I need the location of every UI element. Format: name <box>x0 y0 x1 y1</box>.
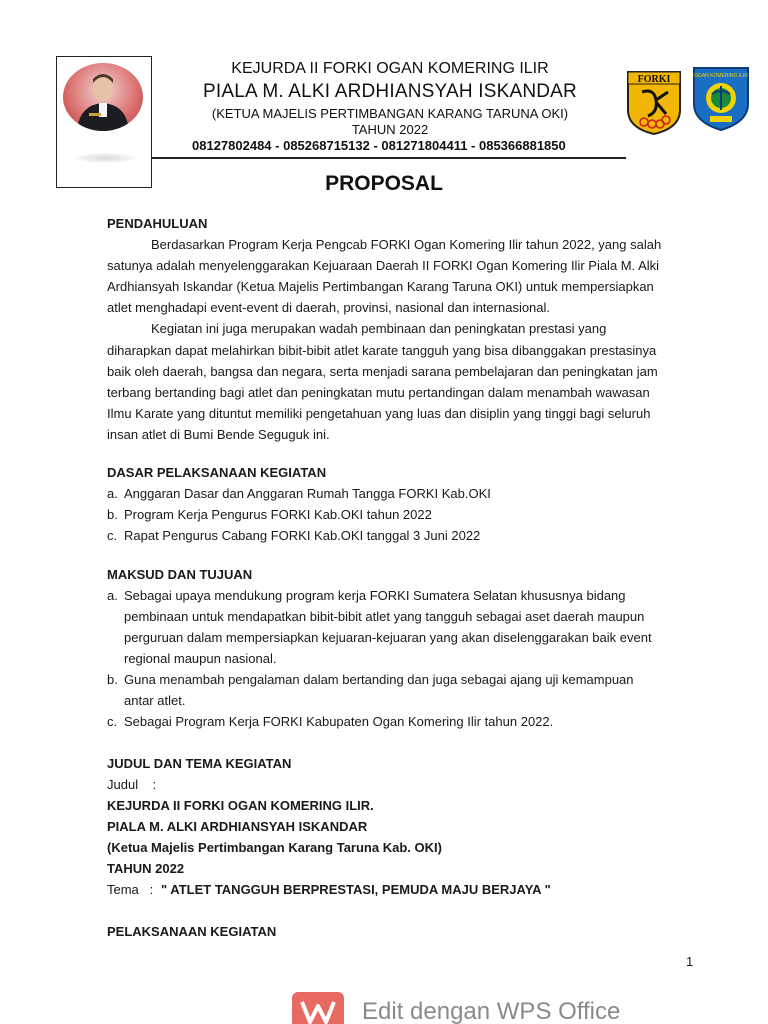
list-item: Rapat Pengurus Cabang FORKI Kab.OKI tanggal 3 Juni 2022 <box>124 528 481 543</box>
profile-photo <box>63 63 143 131</box>
wps-logo-icon <box>292 992 344 1024</box>
tema-label: Tema : <box>107 882 154 897</box>
judul-line: PIALA M. ALKI ARDHIANSYAH ISKANDAR <box>107 819 368 834</box>
paragraph-line: Kegiatan ini juga merupakan wadah pembinaan dan peningkatan prestasi yang <box>151 321 607 336</box>
document-title: PROPOSAL <box>325 172 443 195</box>
oki-regency-logo <box>690 64 752 132</box>
header-line-2: PIALA M. ALKI ARDHIANSYAH ISKANDAR <box>203 81 577 102</box>
list-item-line: regional maupun nasional. <box>124 651 277 666</box>
paragraph-line: diharapkan dapat melahirkan bibit-bibit atlet karate tangguh yang bisa dibanggakan prestasinya <box>107 343 657 358</box>
list-marker: a. <box>107 588 118 603</box>
paragraph-line: Ilmu Karate yang dituntut memiliki pengetahuan yang luas dan disiplin yang tinggi bagi seluruh <box>107 406 651 421</box>
header-line-3: (KETUA MAJELIS PERTIMBANGAN KARANG TARUNA OKI) <box>211 106 569 121</box>
section-heading-judul: JUDUL DAN TEMA KEGIATAN <box>107 756 292 771</box>
section-heading-maksud: MAKSUD DAN TUJUAN <box>107 567 253 582</box>
paragraph-line: insan atlet di Bumi Bende Seguguk ini. <box>107 427 330 442</box>
list-item: Program Kerja Pengurus FORKI Kab.OKI tahun 2022 <box>124 507 432 522</box>
judul-line: (Ketua Majelis Pertimbangan Karang Taruna Kab. OKI) <box>107 840 442 855</box>
paragraph-line: atlet menghadapi event-event di daerah, provinsi, nasional dan internasional. <box>107 300 551 315</box>
tema-value: " ATLET TANGGUH BERPRESTASI, PEMUDA MAJU BERJAYA " <box>161 882 551 897</box>
paragraph-line: baik oleh daerah, bangsa dan negara, serta menjadi sarana pembelajaran dan peningkatan jam <box>107 364 658 379</box>
section-heading-pelaksanaan: PELAKSANAAN KEGIATAN <box>107 924 277 939</box>
paragraph-line: satunya adalah menyelenggarakan Kejuaraan Daerah II FORKI Ogan Komering Ilir Piala M. Alki <box>107 258 660 273</box>
paragraph-line: Ardhiansyah Iskandar (Ketua Majelis Pertimbangan Karang Taruna OKI) untuk mempersiapkan <box>107 279 654 294</box>
page-number: 1 <box>686 954 694 969</box>
list-item-line: antar atlet. <box>124 693 186 708</box>
photo-shadow <box>75 153 135 163</box>
list-marker: c. <box>107 714 118 729</box>
header-phones: 08127802484 - 085268715132 - 081271804411 - 085366881850 <box>192 138 566 153</box>
list-item-line: pembinaan untuk mendapatkan bibit-bibit atlet yang tangguh sebagai aset daerah maupun <box>124 609 645 624</box>
judul-label: Judul : <box>107 777 157 792</box>
wps-watermark-text: Edit dengan WPS Office <box>362 998 621 1024</box>
section-heading-pendahuluan: PENDAHULUAN <box>107 216 208 231</box>
list-marker: b. <box>107 507 118 522</box>
list-marker: b. <box>107 672 118 687</box>
oki-logo-text: OGAN KOMERING ILIR <box>694 73 748 79</box>
list-item: Anggaran Dasar dan Anggaran Rumah Tangga FORKI Kab.OKI <box>124 486 491 501</box>
forki-logo-text: FORKI <box>637 74 671 85</box>
section-heading-dasar: DASAR PELAKSANAAN KEGIATAN <box>107 465 327 480</box>
list-item-line: Sebagai Program Kerja FORKI Kabupaten Ogan Komering Ilir tahun 2022. <box>124 714 554 729</box>
list-item-line: perguruan dalam mempersiapkan kejuaran-kejuaran yang akan diselenggarakan baik event <box>124 630 652 645</box>
forki-logo <box>626 70 682 136</box>
paragraph-line: Berdasarkan Program Kerja Pengcab FORKI Ogan Komering Ilir tahun 2022, yang salah <box>151 237 662 252</box>
judul-line: TAHUN 2022 <box>107 861 185 876</box>
list-marker: c. <box>107 528 118 543</box>
judul-line: KEJURDA II FORKI OGAN KOMERING ILIR. <box>107 798 374 813</box>
header-year: TAHUN 2022 <box>351 122 429 137</box>
profile-photo-frame <box>56 56 152 188</box>
list-item-line: Sebagai upaya mendukung program kerja FORKI Sumatera Selatan khususnya bidang <box>124 588 626 603</box>
header-divider <box>152 157 626 159</box>
list-marker: a. <box>107 486 118 501</box>
list-item-line: Guna menambah pengalaman dalam bertanding dan juga sebagai ajang uji kemampuan <box>124 672 634 687</box>
header-line-1: KEJURDA II FORKI OGAN KOMERING ILIR <box>231 60 549 77</box>
paragraph-line: terbang bertanding bagi atlet dan peningkatan mutu pertandingan dalam menambah wawasan <box>107 385 650 400</box>
